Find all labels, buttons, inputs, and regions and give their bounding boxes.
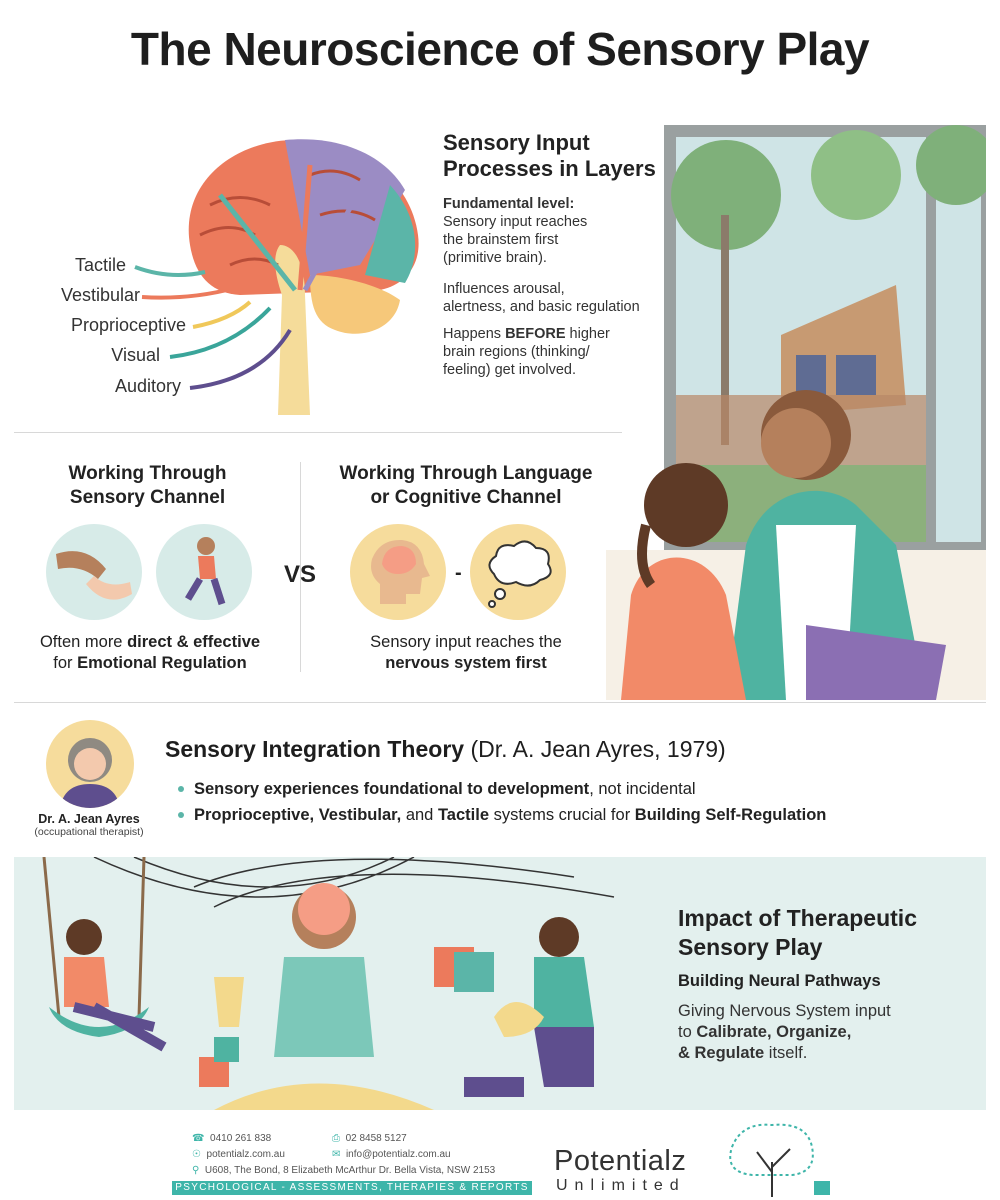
influence-text: Influences arousal, alertness, and basic regulation xyxy=(443,281,640,315)
vs-label: VS xyxy=(284,561,317,588)
portrait-caption: Dr. A. Jean Ayres (occupational therapist) xyxy=(34,812,144,838)
hands-touch-icon xyxy=(46,524,142,620)
fundamental-text: Fundamental level: Sensory input reaches the brainstem first (primitive brain). xyxy=(443,196,588,266)
dash-label: - xyxy=(455,562,462,584)
footer-phone: ☎ 0410 261 838 xyxy=(192,1133,272,1144)
impact-subheading: Building Neural Pathways xyxy=(678,972,881,990)
head-brain-icon xyxy=(350,524,446,620)
email-icon: ✉ xyxy=(332,1149,341,1160)
happens-text: Happens BEFORE higher brain regions (thinking/ feeling) get involved. xyxy=(443,326,610,378)
divider-mid xyxy=(14,702,986,703)
theory-heading: Sensory Integration Theory (Dr. A. Jean Ayres, 1979) xyxy=(165,736,726,762)
page-title: The Neuroscience of Sensory Play xyxy=(130,23,870,75)
footer-email[interactable]: ✉ info@potentialz.com.au xyxy=(332,1149,451,1160)
footer-address: ⚲ U608, The Bond, 8 Elizabeth McArthur Dr. Bella Vista, NSW 2153 xyxy=(192,1165,496,1176)
sensory-play-illustration xyxy=(14,857,654,1110)
sense-label-tactile: Tactile xyxy=(74,255,126,275)
layers-heading: Sensory Input Processes in Layers xyxy=(443,130,656,181)
impact-text: Giving Nervous System input to Calibrate, Organize, & Regulate itself. xyxy=(678,1002,891,1062)
impact-heading: Impact of Therapeutic Sensory Play xyxy=(678,905,917,960)
sense-arrows xyxy=(130,250,310,400)
therapy-scene-illustration xyxy=(606,125,986,700)
sense-label-proprioceptive: Proprioceptive xyxy=(70,315,186,335)
web-icon: ☉ xyxy=(192,1149,201,1160)
theory-bullet: Proprioceptive, Vestibular, and Tactile systems crucial for Building Self-Regulation xyxy=(178,802,826,828)
sense-label-visual: Visual xyxy=(111,345,160,365)
sensory-channel-heading: Working Through Sensory Channel xyxy=(68,463,227,508)
theory-bullets xyxy=(178,776,826,828)
location-icon: ⚲ xyxy=(192,1165,200,1176)
phone-icon: ☎ xyxy=(192,1133,205,1144)
running-child-icon xyxy=(156,524,252,620)
footer-services-bar: PSYCHOLOGICAL - ASSESSMENTS, THERAPIES & REPORTS xyxy=(172,1181,532,1195)
sensory-channel-text: Often more direct & effective for Emotional Regulation xyxy=(39,633,261,672)
sense-label-auditory: Auditory xyxy=(114,376,181,396)
logo-subtitle: Unlimited xyxy=(556,1177,686,1194)
sense-label-vestibular: Vestibular xyxy=(60,285,140,305)
footer-web[interactable]: ☉ potentialz.com.au xyxy=(192,1149,285,1160)
brain-tree-logo xyxy=(712,1117,832,1197)
ayres-portrait xyxy=(46,720,134,808)
theory-bullet: Sensory experiences foundational to development, not incidental xyxy=(178,776,826,802)
cognitive-channel-text: Sensory input reaches the nervous system first xyxy=(370,633,562,672)
logo-wordmark: Potentialz xyxy=(554,1145,687,1177)
divider-top xyxy=(14,432,622,433)
cognitive-channel-heading: Working Through Language or Cognitive Channel xyxy=(339,463,593,508)
fax-icon: ⎙ xyxy=(332,1133,340,1144)
footer-fax: ⎙ 02 8458 5127 xyxy=(332,1133,407,1144)
thought-bubble-icon xyxy=(470,524,566,620)
